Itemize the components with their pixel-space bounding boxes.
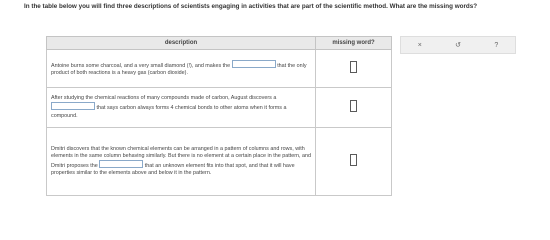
missing-word-cell — [316, 128, 392, 196]
description-text-after: that the only product of both reactions is a heavy gas (carbon dioxide). — [51, 62, 307, 76]
description-cell — [47, 50, 316, 88]
clear-icon[interactable]: × — [417, 41, 422, 49]
answer-drop-slot[interactable] — [350, 61, 357, 73]
description-cell — [47, 88, 316, 128]
blank-input-box[interactable] — [232, 60, 276, 68]
question-instructions: In the table below you will find three descriptions of scientists engaging in activities that are part of the scientific method. What are the missing words? — [24, 3, 478, 10]
missing-word-cell — [316, 50, 392, 88]
undo-icon[interactable]: ↺ — [455, 42, 462, 49]
table-row — [47, 50, 392, 88]
description-text-after: that says carbon always forms 4 chemical bonds to other atoms when it forms a compound. — [51, 105, 287, 119]
description-cell — [47, 128, 316, 196]
missing-word-cell — [316, 88, 392, 128]
answer-drop-slot[interactable] — [350, 154, 357, 166]
description-text-before: Dmitri discovers that the known chemical elements can be arranged in a pattern of columns and rows, with elements in the same column behaving similarly. But there is no element at a certain place in the pattern, and Dmitri proposes the — [51, 145, 311, 169]
table-row — [47, 128, 392, 196]
help-icon[interactable]: ? — [494, 41, 499, 49]
missing-words-table — [46, 36, 392, 196]
blank-input-box[interactable] — [51, 102, 95, 110]
description-text-before: Antoine burns some charcoal, and a very small diamond (!), and makes the — [51, 62, 231, 69]
answer-drop-slot[interactable] — [350, 100, 357, 112]
description-text-before: After studying the chemical reactions of many compounds made of carbon, August discovers a — [51, 95, 277, 102]
missing-word-column-header: missing word? — [316, 37, 392, 50]
answer-tools-bar — [400, 36, 516, 54]
table-header-row — [47, 37, 392, 50]
table-row — [47, 88, 392, 128]
blank-input-box[interactable] — [99, 160, 143, 168]
description-text-after: that an unknown element fits into that spot, and that it will have properties similar to the elements above and below it in the pattern. — [51, 163, 295, 177]
description-column-header: description — [47, 37, 316, 50]
